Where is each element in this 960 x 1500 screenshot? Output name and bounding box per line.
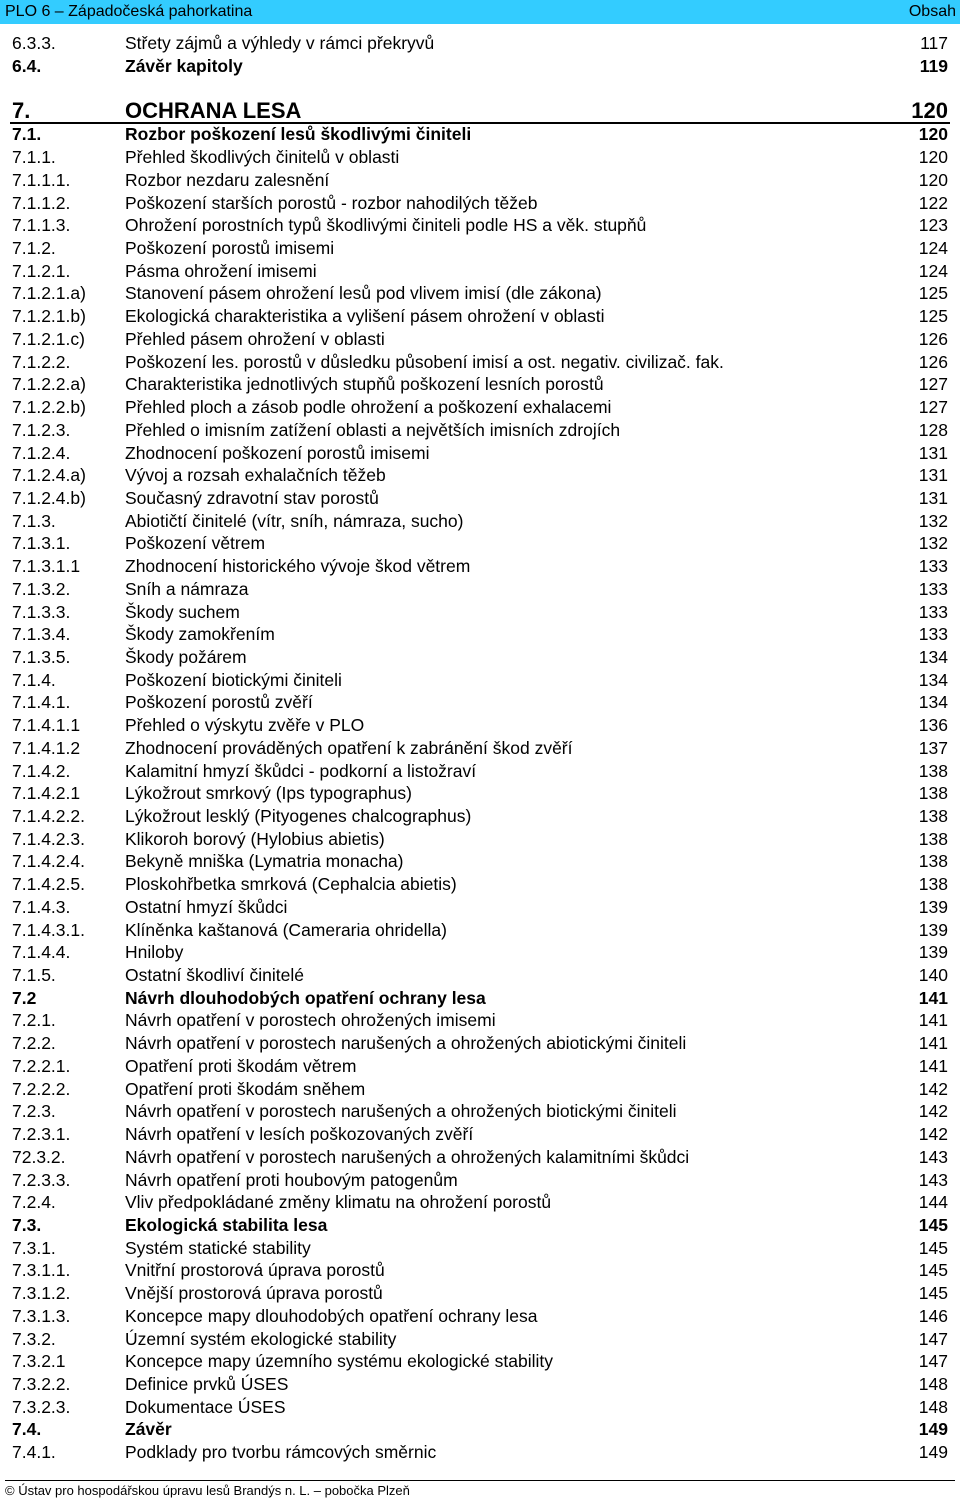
- toc-page-number: 138: [918, 783, 948, 804]
- toc-page-number: 127: [918, 397, 948, 418]
- toc-page-number: 133: [918, 578, 948, 599]
- toc-section-title: Poškození porostů imisemi: [125, 238, 335, 259]
- toc-section-number: 7.2.2.: [12, 1033, 56, 1054]
- toc-row[interactable]: [0, 237, 960, 260]
- toc-section-title: Stanovení pásem ohrožení lesů pod vlivem imisí (dle zákona): [125, 283, 602, 304]
- toc-row[interactable]: [0, 964, 960, 987]
- toc-section-title: Lýkožrout lesklý (Pityogenes chalcographus): [125, 806, 472, 826]
- toc-section-title: Návrh opatření v porostech narušených a ohrožených kalamitními škůdci: [125, 1146, 690, 1167]
- toc-page-number: 133: [918, 556, 948, 577]
- toc-page-number: 146: [918, 1305, 948, 1326]
- toc-section-title: Opatření proti škodám větrem: [125, 1055, 357, 1076]
- toc-section-number: 7.1.4.2.: [12, 760, 71, 781]
- toc-section-number: 7.1.3.3.: [12, 601, 71, 622]
- toc-section-number: 7.1.4.1.: [12, 692, 71, 713]
- toc-page-number: 138: [918, 851, 948, 872]
- toc-section-title: Bekyně mniška (Lymatria monacha): [125, 851, 404, 872]
- toc-row[interactable]: [0, 691, 960, 714]
- toc-row[interactable]: [0, 351, 960, 374]
- toc-section-title: Zhodnocení poškození porostů imisemi: [125, 442, 430, 463]
- toc-page-number: 140: [918, 965, 948, 986]
- toc-section-number: 7.1.4.2.5.: [12, 874, 85, 895]
- toc-row[interactable]: [0, 941, 960, 964]
- toc-page-number: 126: [918, 328, 948, 349]
- toc-section-number: 7.3.2.1: [12, 1351, 66, 1372]
- toc-page-number: 132: [918, 533, 948, 554]
- toc-page-number: 142: [918, 1078, 948, 1099]
- toc-section-number: 7.1.3.2.: [12, 578, 71, 599]
- toc-row[interactable]: [0, 1169, 960, 1192]
- toc-section-title: Zhodnocení historického vývoje škod větrem: [125, 556, 471, 577]
- toc-row[interactable]: [0, 1123, 960, 1146]
- toc-section-title: Ostatní škodliví činitelé: [125, 965, 304, 986]
- toc-row[interactable]: [0, 1418, 960, 1441]
- footer-copyright: © Ústav pro hospodářskou úpravu lesů Brandýs n. L. – pobočka Plzeň: [5, 1483, 410, 1498]
- toc-row[interactable]: [0, 1100, 960, 1123]
- toc-section-title: Ekologická stabilita lesa: [125, 1214, 328, 1235]
- toc-row[interactable]: [0, 396, 960, 419]
- toc-section-number: 6.3.3.: [12, 33, 56, 53]
- toc-row[interactable]: [0, 1146, 960, 1169]
- toc-section-title: Podklady pro tvorbu rámcových směrnic: [125, 1442, 437, 1463]
- toc-row[interactable]: [0, 873, 960, 896]
- toc-row[interactable]: [0, 896, 960, 919]
- toc-page-number: 143: [918, 1146, 948, 1167]
- toc-section-title: Poškození biotickými činiteli: [125, 669, 342, 690]
- toc-page-number: 141: [918, 1055, 948, 1076]
- toc-section-title: Vnitřní prostorová úprava porostů: [125, 1260, 385, 1281]
- page-header: [0, 0, 960, 24]
- toc-row[interactable]: [0, 510, 960, 533]
- toc-section-title: Sníh a námraza: [125, 578, 249, 599]
- toc-row[interactable]: [0, 123, 960, 146]
- toc-section-title: Rozbor poškození lesů škodlivými činiteli: [125, 124, 472, 145]
- toc-section-number: 7.2.1.: [12, 1010, 56, 1031]
- toc-row[interactable]: [0, 1350, 960, 1373]
- toc-section-title: Kalamitní hmyzí škůdci - podkorní a listožraví: [125, 760, 477, 781]
- toc-page-number: 149: [918, 1442, 948, 1463]
- toc-row[interactable]: [0, 782, 960, 805]
- toc-row[interactable]: [0, 55, 960, 78]
- toc-section-number: 7.3.: [12, 1214, 42, 1235]
- toc-page-number: 141: [918, 987, 948, 1008]
- toc-section-title: Přehled o výskytu zvěře v PLO: [125, 715, 365, 736]
- toc-section-title: Závěr kapitoly: [125, 55, 243, 76]
- toc-section-number: 7.3.2.3.: [12, 1396, 71, 1417]
- toc-page-number: 136: [918, 715, 948, 736]
- toc-section-number: 7.3.1.: [12, 1237, 56, 1258]
- toc-page-number: 145: [918, 1283, 948, 1304]
- toc-section-number: 7.1.2.4.: [12, 442, 71, 463]
- toc-section-number: 7.1.4.2.3.: [12, 828, 85, 849]
- toc-page-number: 120: [918, 124, 948, 145]
- toc-section-title: Dokumentace ÚSES: [125, 1396, 286, 1417]
- toc-section-number: 7.3.2.2.: [12, 1373, 71, 1394]
- toc-row[interactable]: [0, 601, 960, 624]
- toc-section-title: Pásma ohrožení imisemi: [125, 260, 317, 281]
- toc-section-number: 7.1.4.2.4.: [12, 851, 85, 872]
- toc-section-number: 7.: [12, 98, 31, 124]
- toc-row[interactable]: [0, 1032, 960, 1055]
- toc-section-number: 7.1.3.1.1: [12, 556, 81, 577]
- toc-section-number: 7.4.: [12, 1419, 42, 1440]
- toc-row[interactable]: [0, 32, 960, 55]
- toc-section-number: 7.3.1.1.: [12, 1260, 71, 1281]
- toc-row[interactable]: [0, 646, 960, 669]
- toc-section-number: 7.2.3.: [12, 1101, 56, 1122]
- toc-page-number: 137: [918, 737, 948, 758]
- toc-section-title: OCHRANA LESA: [125, 98, 302, 124]
- toc-section-number: 7.1.2.3.: [12, 419, 71, 440]
- toc-section-title: Střety zájmů a výhledy v rámci překryvů: [125, 33, 435, 53]
- toc-row[interactable]: [0, 1078, 960, 1101]
- toc-row[interactable]: [0, 1055, 960, 1078]
- toc-row[interactable]: [0, 169, 960, 192]
- toc-section-title: Vývoj a rozsah exhalačních těžeb: [125, 465, 386, 486]
- toc-page-number: 122: [918, 192, 948, 213]
- toc-row[interactable]: [0, 1373, 960, 1396]
- toc-page-number: 124: [918, 238, 948, 259]
- toc-row[interactable]: [0, 146, 960, 169]
- toc-row[interactable]: [0, 714, 960, 737]
- toc-section-title: Návrh opatření v porostech narušených a ohrožených biotickými činiteli: [125, 1101, 677, 1122]
- toc-row[interactable]: [0, 1191, 960, 1214]
- toc-row[interactable]: [0, 578, 960, 601]
- toc-row[interactable]: [0, 1214, 960, 1237]
- toc-row[interactable]: [0, 850, 960, 873]
- toc-page-number: 145: [918, 1260, 948, 1281]
- toc-section-number: 7.1.: [12, 124, 42, 145]
- toc-page-number: 145: [918, 1237, 948, 1258]
- toc-section-number: 7.1.1.: [12, 147, 56, 168]
- toc-page-number: 119: [919, 55, 948, 76]
- toc-page-number: 134: [918, 692, 948, 713]
- toc-section-number: 7.1.1.3.: [12, 215, 71, 236]
- toc-page-number: 123: [918, 215, 948, 236]
- toc-section-title: Poškození starších porostů - rozbor nahodilých těžeb: [125, 192, 538, 213]
- toc-section-number: 7.1.4.3.1.: [12, 919, 85, 940]
- toc-chapter-row[interactable]: [0, 77, 960, 123]
- toc-page-number: 120: [911, 98, 948, 124]
- toc-section-number: 7.1.1.1.: [12, 169, 71, 190]
- toc-section-number: 7.2.3.3.: [12, 1169, 71, 1190]
- toc-section-title: Klíněnka kaštanová (Cameraria ohridella): [125, 919, 447, 940]
- toc-section-title: Systém statické stability: [125, 1237, 311, 1258]
- toc-page-number: 143: [918, 1169, 948, 1190]
- toc-page-number: 134: [918, 669, 948, 690]
- toc-page-number: 134: [918, 646, 948, 667]
- toc-section-title: Přehled o imisním zatížení oblasti a největších imisních zdrojích: [125, 419, 621, 440]
- toc-section-number: 7.1.4.1.1: [12, 715, 81, 736]
- toc-section-title: Poškození větrem: [125, 533, 266, 554]
- toc-row[interactable]: [0, 1009, 960, 1032]
- toc-section-number: 72.3.2.: [12, 1146, 66, 1167]
- toc-row[interactable]: [0, 487, 960, 510]
- toc-row[interactable]: [0, 282, 960, 305]
- toc-page-number: 128: [918, 419, 948, 440]
- toc-row[interactable]: [0, 1305, 960, 1328]
- toc-page-number: 139: [918, 896, 948, 917]
- toc-row[interactable]: [0, 373, 960, 396]
- toc-section-number: 7.4.1.: [12, 1442, 56, 1463]
- toc-row[interactable]: [0, 828, 960, 851]
- toc-section-title: Škody požárem: [125, 646, 247, 667]
- toc-section-number: 7.1.4.4.: [12, 942, 71, 963]
- toc-page-number: 124: [918, 260, 948, 281]
- toc-page-number: 125: [918, 306, 948, 327]
- toc-section-number: 7.2.2.2.: [12, 1078, 71, 1099]
- toc-section-number: 7.1.2.1.: [12, 260, 71, 281]
- toc-page-number: 127: [918, 374, 948, 395]
- toc-section-title: Poškození les. porostů v důsledku působení imisí a ost. negativ. civilizač. fak.: [125, 351, 724, 372]
- toc-section-number: 7.1.2.1.a): [12, 283, 86, 304]
- toc-section-title: Škody zamokřením: [125, 624, 275, 645]
- toc-section-title: Lýkožrout smrkový (Ips typographus): [125, 783, 412, 804]
- toc-section-number: 7.1.4.: [12, 669, 56, 690]
- toc-row[interactable]: [0, 442, 960, 465]
- toc-row[interactable]: [0, 192, 960, 215]
- toc-row[interactable]: [0, 1396, 960, 1419]
- toc-page-number: 148: [918, 1396, 948, 1417]
- toc-page-number: 144: [918, 1192, 948, 1213]
- toc-section-number: 7.1.4.2.2.: [12, 806, 85, 826]
- toc-row[interactable]: [0, 305, 960, 328]
- toc-section-title: Ostatní hmyzí škůdci: [125, 896, 288, 917]
- toc-row[interactable]: [0, 419, 960, 442]
- toc-page-number: 147: [918, 1328, 948, 1349]
- toc-section-title: Abiotičtí činitelé (vítr, sníh, námraza, sucho): [125, 510, 464, 531]
- toc-section-number: 7.3.2.: [12, 1328, 56, 1349]
- toc-page-number: 139: [918, 919, 948, 940]
- table-of-contents: [0, 32, 960, 1464]
- toc-section-number: 7.2: [12, 987, 37, 1008]
- toc-section-title: Klikoroh borový (Hylobius abietis): [125, 828, 385, 849]
- toc-section-number: 7.3.1.2.: [12, 1283, 71, 1304]
- toc-section-title: Návrh opatření proti houbovým patogenům: [125, 1169, 458, 1190]
- toc-page-number: 133: [918, 624, 948, 645]
- toc-section-title: Škody suchem: [125, 601, 240, 622]
- toc-section-number: 7.1.4.1.2: [12, 737, 81, 758]
- toc-section-number: 7.1.2.1.b): [12, 306, 86, 327]
- toc-section-title: Návrh opatření v porostech ohrožených imisemi: [125, 1010, 496, 1031]
- toc-section-number: 6.4.: [12, 55, 42, 76]
- toc-section-title: Vliv předpokládané změny klimatu na ohrožení porostů: [125, 1192, 552, 1213]
- toc-section-number: 7.1.3.4.: [12, 624, 71, 645]
- toc-page-number: 120: [918, 147, 948, 168]
- toc-section-title: Poškození porostů zvěří: [125, 692, 313, 713]
- toc-section-number: 7.1.2.4.a): [12, 465, 86, 486]
- toc-section-title: Opatření proti škodám sněhem: [125, 1078, 366, 1099]
- toc-page-number: 138: [918, 874, 948, 895]
- toc-section-number: 7.3.1.3.: [12, 1305, 71, 1326]
- toc-row[interactable]: [0, 214, 960, 237]
- toc-page-number: 138: [918, 806, 948, 826]
- toc-page-number: 148: [918, 1373, 948, 1394]
- toc-section-number: 7.1.2.2.a): [12, 374, 86, 395]
- toc-page-number: 142: [918, 1101, 948, 1122]
- toc-page-number: 138: [918, 828, 948, 849]
- toc-section-title: Rozbor nezdaru zalesnění: [125, 169, 330, 190]
- toc-section-number: 7.1.1.2.: [12, 192, 71, 213]
- toc-section-number: 7.1.3.: [12, 510, 56, 531]
- toc-section-number: 7.1.4.2.1: [12, 783, 81, 804]
- toc-page-number: 141: [918, 1033, 948, 1054]
- footer-divider: [5, 1480, 955, 1481]
- toc-row[interactable]: [0, 555, 960, 578]
- toc-section-title: Hniloby: [125, 942, 184, 963]
- toc-section-number: 7.1.5.: [12, 965, 56, 986]
- toc-page-number: 149: [918, 1419, 948, 1440]
- toc-page-number: 126: [918, 351, 948, 372]
- toc-row[interactable]: [0, 919, 960, 942]
- toc-section-title: Charakteristika jednotlivých stupňů poškození lesních porostů: [125, 374, 604, 395]
- toc-row[interactable]: [0, 464, 960, 487]
- header-section-label: Obsah: [908, 3, 956, 20]
- toc-section-number: 7.1.2.4.b): [12, 487, 86, 508]
- toc-section-title: Definice prvků ÚSES: [125, 1373, 289, 1394]
- toc-section-number: 7.1.2.: [12, 238, 56, 259]
- toc-row[interactable]: [0, 623, 960, 646]
- toc-page-number: 120: [918, 169, 948, 190]
- toc-page-number: 117: [920, 33, 948, 53]
- toc-row[interactable]: [0, 532, 960, 555]
- toc-section-title: Návrh opatření v porostech narušených a ohrožených abiotickými činiteli: [125, 1033, 687, 1054]
- toc-section-number: 7.2.2.1.: [12, 1055, 71, 1076]
- toc-section-title: Ohrožení porostních typů škodlivými činiteli podle HS a věk. stupňů: [125, 215, 647, 236]
- toc-page-number: 147: [918, 1351, 948, 1372]
- toc-section-number: 7.1.3.5.: [12, 646, 71, 667]
- toc-page-number: 138: [918, 760, 948, 781]
- toc-section-title: Přehled pásem ohrožení v oblasti: [125, 328, 385, 349]
- toc-row[interactable]: [0, 760, 960, 783]
- header-document-title: PLO 6 – Západočeská pahorkatina: [5, 3, 253, 20]
- toc-page-number: 131: [918, 487, 948, 508]
- toc-section-number: 7.2.4.: [12, 1192, 56, 1213]
- toc-row[interactable]: [0, 1441, 960, 1464]
- toc-row[interactable]: [0, 805, 960, 828]
- toc-row[interactable]: [0, 1237, 960, 1260]
- toc-section-number: 7.1.3.1.: [12, 533, 71, 554]
- toc-row[interactable]: [0, 260, 960, 283]
- toc-page-number: 139: [918, 942, 948, 963]
- toc-section-title: Závěr: [125, 1419, 172, 1440]
- toc-section-title: Přehled škodlivých činitelů v oblasti: [125, 147, 400, 168]
- toc-page-number: 133: [918, 601, 948, 622]
- toc-section-title: Ploskohřbetka smrková (Cephalcia abietis): [125, 874, 457, 895]
- toc-page-number: 131: [918, 465, 948, 486]
- toc-section-title: Současný zdravotní stav porostů: [125, 487, 379, 508]
- toc-row[interactable]: [0, 1259, 960, 1282]
- toc-page-number: 145: [918, 1214, 948, 1235]
- toc-section-title: Přehled ploch a zásob podle ohrožení a poškození exhalacemi: [125, 397, 612, 418]
- toc-page-number: 142: [918, 1124, 948, 1145]
- toc-section-number: 7.1.4.3.: [12, 896, 71, 917]
- toc-section-title: Vnější prostorová úprava porostů: [125, 1283, 383, 1304]
- toc-section-number: 7.1.2.2.: [12, 351, 71, 372]
- toc-section-title: Návrh dlouhodobých opatření ochrany lesa: [125, 987, 486, 1008]
- toc-page-number: 132: [918, 510, 948, 531]
- toc-section-title: Koncepce mapy územního systému ekologické stability: [125, 1351, 553, 1372]
- toc-row[interactable]: [0, 669, 960, 692]
- toc-row[interactable]: [0, 1282, 960, 1305]
- toc-row[interactable]: [0, 987, 960, 1010]
- toc-section-number: 7.2.3.1.: [12, 1124, 71, 1145]
- toc-section-title: Územní systém ekologické stability: [125, 1328, 397, 1349]
- toc-page-number: 125: [918, 283, 948, 304]
- toc-row[interactable]: [0, 1328, 960, 1351]
- toc-section-title: Koncepce mapy dlouhodobých opatření ochrany lesa: [125, 1305, 538, 1326]
- toc-page-number: 131: [918, 442, 948, 463]
- toc-row[interactable]: [0, 328, 960, 351]
- toc-section-title: Ekologická charakteristika a vylišení pásem ohrožení v oblasti: [125, 306, 605, 327]
- toc-row[interactable]: [0, 737, 960, 760]
- toc-page-number: 141: [918, 1010, 948, 1031]
- toc-section-title: Návrh opatření v lesích poškozovaných zvěří: [125, 1124, 474, 1145]
- toc-section-number: 7.1.2.2.b): [12, 397, 86, 418]
- toc-section-number: 7.1.2.1.c): [12, 328, 85, 349]
- toc-section-title: Zhodnocení prováděných opatření k zabránění škod zvěří: [125, 737, 573, 758]
